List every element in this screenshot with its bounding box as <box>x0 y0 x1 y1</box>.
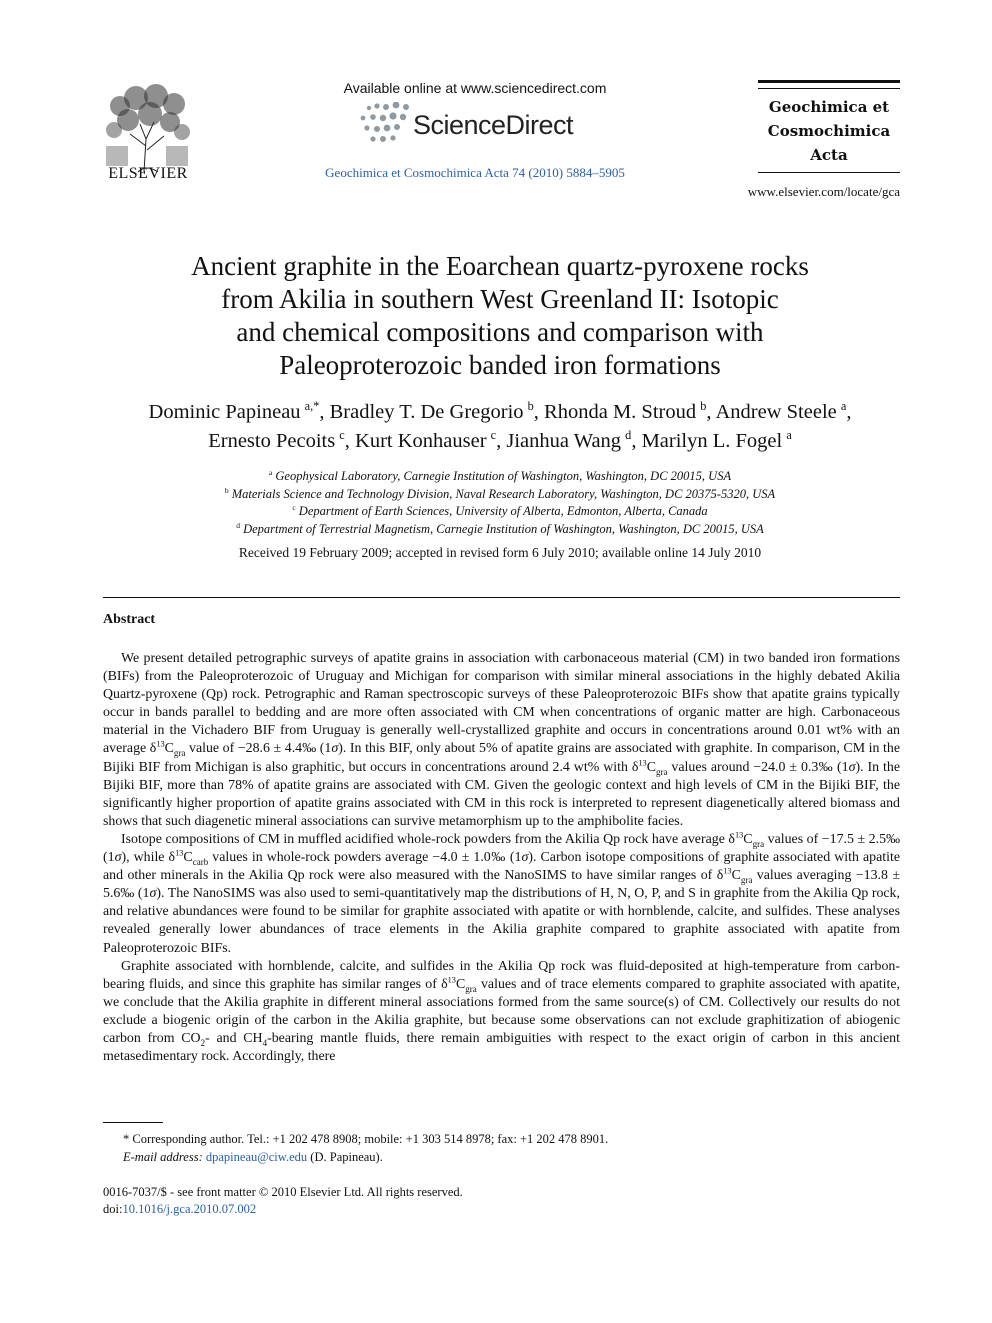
author-affil-marker[interactable]: d <box>625 428 632 443</box>
copyright-line: 0016-7037/$ - see front matter © 2010 Elsevier Ltd. All rights reserved. <box>103 1185 463 1199</box>
affiliation-key: a <box>268 467 273 477</box>
affiliation <box>100 521 900 539</box>
section-divider <box>103 597 900 598</box>
abstract-paragraph: Graphite associated with hornblende, calcite, and sulfides in the Akilia Qp rock was fluid-deposited at high-temperature from carbon-bearing fluids, and since this graphite has similar ranges of $\delta^{13}C_{gra}$ values and of trace elements compared to graphite associated with apatite, we conclude that the Akilia graphite in different mineral associations formed from the same source(s) of CM. Collectively our results do not exclude a biogenic origin of the carbon in the Akilia graphite, but because some observations can not exclude graphitization of abiogenic carbon from $CO_2-$ and $CH_4$-bearing mantle fluids, there remain ambiguities with respect to the exact origin of carbon in this ancient metasedimentary rock. Accordingly, there <box>103 958 901 1065</box>
elsevier-wordmark: ELSEVIER <box>108 165 188 182</box>
author-name[interactable]: Marilyn L. Fogel <box>641 430 783 452</box>
author-affil-marker[interactable]: b <box>527 399 534 414</box>
affiliation-key: d <box>236 520 240 530</box>
author-affil-marker[interactable]: c <box>490 428 497 443</box>
article-title <box>100 250 900 382</box>
author-name[interactable]: Bradley T. De Gregorio <box>329 401 524 423</box>
journal-title-line: Geochimica et <box>768 98 890 116</box>
footnote-line <box>103 1149 900 1167</box>
footnote-marker: * <box>123 1132 130 1146</box>
footnote-rule <box>103 1122 163 1123</box>
abstract-heading: Abstract <box>103 612 156 627</box>
email-label: E-mail address: <box>123 1149 203 1164</box>
affiliation-text: Department of Terrestrial Magnetism, Carnegie Institution of Washington, Washington, DC 20015, USA <box>243 521 764 536</box>
title-line: from Akilia in southern West Greenland II: Isotopic <box>221 284 779 314</box>
title-line: Paleoproterozoic banded iron formations <box>279 350 721 380</box>
author-affil-marker[interactable]: a,* <box>304 399 320 414</box>
journal-url[interactable]: www.elsevier.com/locate/gca <box>747 184 900 199</box>
author-name[interactable]: Kurt Konhauser <box>355 430 487 452</box>
affiliation-text: Materials Science and Technology Division, Naval Research Laboratory, Washington, DC 20375-5320, USA <box>231 486 776 501</box>
doi-link[interactable]: 10.1016/j.gca.2010.07.002 <box>122 1202 257 1216</box>
affiliation-key: b <box>224 485 229 495</box>
journal-title <box>750 95 908 167</box>
affiliation <box>100 486 900 504</box>
author-name[interactable]: Rhonda M. Stroud <box>544 401 697 423</box>
author-line-1: Dominic Papineau $^{a,*}$, Bradley T. De Gregorio $^b$, Rhonda M. Stroud $^b$, Andrew Steele $^a$, <box>148 399 852 423</box>
doi-line <box>103 1201 900 1218</box>
journal-title-line: Acta <box>810 146 848 164</box>
abstract-body <box>103 650 900 1066</box>
copyright-block <box>103 1184 900 1218</box>
journal-rule-top <box>758 80 900 83</box>
author-affil-marker[interactable]: a <box>786 428 792 443</box>
author-affil-marker[interactable]: b <box>700 399 707 414</box>
abstract-paragraph: We present detailed petrographic surveys of apatite grains in association with carbonaceous material (CM) in two banded iron formations (BIFs) from the Paleoproterozoic of Uruguay and Michigan for comparison with similar mineral associations in the highly debated Akilia Quartz-pyroxene (Qp) rock. Petrographic and Raman spectroscopic surveys of these Paleoproterozoic BIFs show that apatite grains typically occur in bands parallel to bedding and are more often associated with CM when concentrations of organic matter are high. Carbonaceous material in the Vichadero BIF from Uruguay is generally well-crystallized graphite and occurs in concentrations around 0.01 wt% with an average $\delta^{13}C_{gra}$ value of −28.6 ± 4.4‰ (1σ). In this BIF, only about 5% of apatite grains are associated with graphite. In comparison, CM in the Bijiki BIF from Michigan is also graphitic, but occurs in concentrations around 2.4 wt% with $\delta^{13}C_{gra}$ values around −24.0 ± 0.3‰ (1σ). In the Bijiki BIF, more than 78% of apatite grains are associated with CM. Given the geologic context and high levels of CM in the Bijiki BIF, the significantly higher proportion of apatite grains associated with CM in this rock is interpreted to represent diagenetically altered biomass and shows that such diagenetic mineral associations can survive metamorphism up to the amphibolite facies. <box>103 651 900 829</box>
affiliation-text: Department of Earth Sciences, University of Alberta, Edmonton, Alberta, Canada <box>298 504 708 518</box>
title-line: and chemical compositions and comparison with <box>236 317 764 347</box>
author-affil-marker[interactable]: c <box>339 428 345 443</box>
corresponding-author-footnote <box>103 1131 900 1166</box>
affiliation <box>100 468 900 486</box>
author-name[interactable]: Andrew Steele <box>715 401 837 423</box>
affiliations <box>100 468 900 538</box>
corresponding-author-text: Corresponding author. Tel.: +1 202 478 8908; mobile: +1 303 514 8978; fax: +1 202 478 8901. <box>132 1132 609 1146</box>
journal-rule-thin <box>758 88 900 89</box>
journal-rule-bottom <box>758 172 900 173</box>
doi-label: doi: <box>103 1202 123 1216</box>
title-line: Ancient graphite in the Eoarchean quartz-pyroxene rocks <box>191 251 809 281</box>
journal-citation-link[interactable]: Geochimica et Cosmochimica Acta 74 (2010) 5884–5905 <box>325 165 625 180</box>
article-dates: Received 19 February 2009; accepted in revised form 6 July 2010; available online 14 July 2010 <box>238 545 762 560</box>
abstract-paragraph: Isotope compositions of CM in muffled acidified whole-rock powders from the Akilia Qp rock have average $\delta^{13}C_{gra}$ values of −17.5 ± 2.5‰ (1σ), while $\delta^{13}C_{carb}$ values in whole-rock powders average −4.0 ± 1.0‰ (1σ). Carbon isotope compositions of graphite associated with apatite and other minerals in the Akilia Qp rock were also measured with the NanoSIMS to have similar ranges of $\delta^{13}C_{gra}$ values averaging −13.8 ± 5.6‰ (1σ). The NanoSIMS was also used to semi-quantitatively map the distributions of H, N, O, P, and S in graphite from the Akilia Qp rock, and relative abundances were found to be similar for graphite associated with apatite or with hornblende, calcite, and sulfides. These analyses revealed generally lower abundances of trace elements in the Akilia graphite compared to graphite associated with apatite from Paleoproterozoic BIFs. <box>103 830 900 956</box>
author-name[interactable]: Jianhua Wang <box>506 430 622 452</box>
sciencedirect-wordmark[interactable]: ScienceDirect <box>413 110 574 140</box>
email-link[interactable]: dpapineau@ciw.edu <box>205 1149 308 1164</box>
author-name[interactable]: Dominic Papineau <box>148 401 301 423</box>
journal-title-line: Cosmochimica <box>767 122 891 140</box>
email-owner: (D. Papineau). <box>310 1149 383 1164</box>
author-affil-marker[interactable]: a <box>840 399 847 414</box>
footnote-line <box>103 1131 900 1149</box>
affiliation-text: Geophysical Laboratory, Carnegie Institution of Washington, Washington, DC 20015, USA <box>275 469 732 483</box>
affiliation-key: c <box>292 502 296 512</box>
author-line-2: Ernesto Pecoits $^c$, Kurt Konhauser $^c$, Jianhua Wang $^d$, Marilyn L. Fogel $^a$ <box>208 428 792 452</box>
author-list <box>80 398 920 456</box>
available-online-text: Available online at www.sciencedirect.com <box>343 80 607 96</box>
author-name[interactable]: Ernesto Pecoits <box>208 430 336 452</box>
affiliation <box>100 503 900 521</box>
